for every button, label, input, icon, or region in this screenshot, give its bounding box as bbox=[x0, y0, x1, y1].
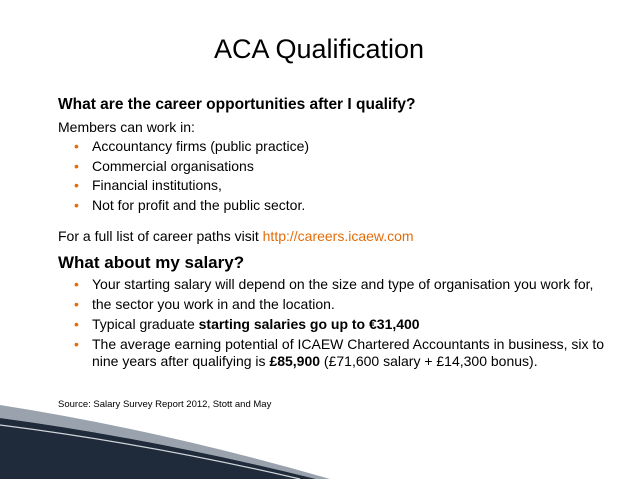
careers-link[interactable]: http://careers.icaew.com bbox=[262, 228, 414, 244]
list-item-text: The average earning potential of ICAEW Chartered Accountants in business, six to nine years after qualifying is bbox=[92, 336, 605, 369]
bullet-icon: • bbox=[74, 336, 79, 352]
bullet-icon: • bbox=[74, 276, 79, 292]
bullet-icon: • bbox=[74, 316, 79, 332]
slide-title: ACA Qualification bbox=[213, 34, 425, 64]
bullet-icon: • bbox=[74, 138, 79, 154]
list-item-text: Typical graduate bbox=[92, 316, 199, 332]
bullet-icon: • bbox=[74, 296, 79, 312]
swoosh-dark-band bbox=[0, 418, 316, 479]
list-item-text: Your starting salary will depend on the size and type of organisation you work for, bbox=[92, 276, 594, 292]
starting-salary-highlight: starting salaries go up to €31,400 bbox=[198, 316, 420, 332]
list-item-text: the sector you work in and the location. bbox=[92, 296, 335, 312]
list-item-text: Not for profit and the public sector. bbox=[92, 196, 306, 213]
career-question-heading: What are the career opportunities after I qualify? bbox=[58, 96, 416, 113]
bullet-icon: • bbox=[74, 157, 79, 174]
career-paths-text: For a full list of career paths visit bbox=[58, 228, 263, 244]
bullet-icon: • bbox=[74, 177, 79, 193]
list-item-text: Commercial organisations bbox=[92, 157, 254, 174]
bullet-icon: • bbox=[74, 196, 79, 213]
members-intro: Members can work in: bbox=[58, 119, 195, 135]
list-item-text: Accountancy firms (public practice) bbox=[92, 138, 310, 154]
list-item-text: Financial institutions, bbox=[92, 177, 222, 193]
earning-potential-highlight: £85,900 bbox=[269, 353, 321, 369]
source-citation: Source: Salary Survey Report 2012, Stott and May bbox=[58, 399, 272, 410]
salary-question-heading: What about my salary? bbox=[58, 253, 245, 272]
list-item-text-tail: (£71,600 salary + £14,300 bonus). bbox=[320, 353, 538, 369]
